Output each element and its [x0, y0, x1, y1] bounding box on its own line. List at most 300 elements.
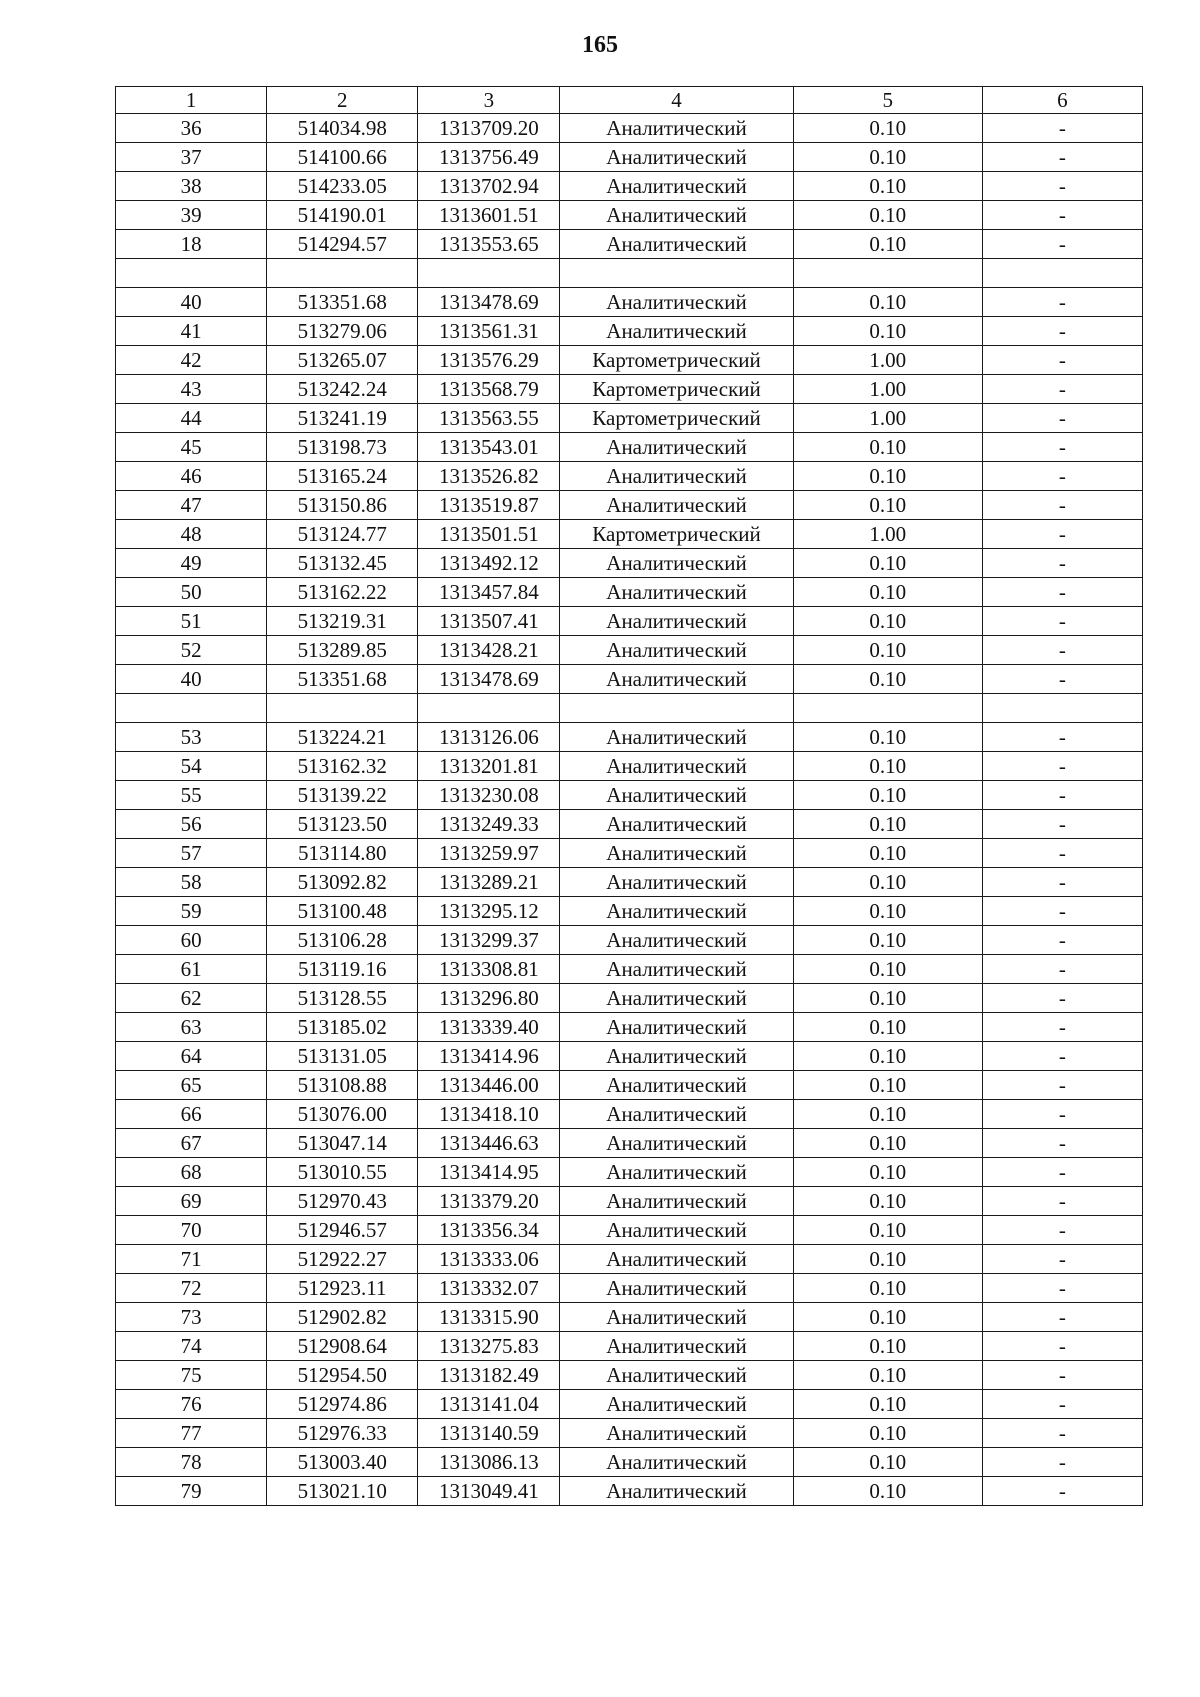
table-cell: 57 — [116, 839, 267, 868]
table-cell: 512954.50 — [267, 1361, 418, 1390]
table-cell: 78 — [116, 1448, 267, 1477]
table-cell: 512970.43 — [267, 1187, 418, 1216]
table-cell: Аналитический — [560, 1274, 793, 1303]
table-cell: - — [982, 810, 1142, 839]
table-cell: 42 — [116, 346, 267, 375]
table-cell: 76 — [116, 1390, 267, 1419]
table-row — [116, 433, 1143, 462]
table-cell: 1313414.95 — [418, 1158, 560, 1187]
table-cell: - — [982, 723, 1142, 752]
table-cell: - — [982, 346, 1142, 375]
table-cell: 1313519.87 — [418, 491, 560, 520]
table-cell: 63 — [116, 1013, 267, 1042]
table-cell: - — [982, 1216, 1142, 1245]
table-cell: 79 — [116, 1477, 267, 1506]
table-cell: 0.10 — [793, 1129, 982, 1158]
table-cell: 70 — [116, 1216, 267, 1245]
table-cell: Аналитический — [560, 491, 793, 520]
table-cell: 513047.14 — [267, 1129, 418, 1158]
table-cell: 1313478.69 — [418, 665, 560, 694]
table-cell: 37 — [116, 143, 267, 172]
table-cell: 513132.45 — [267, 549, 418, 578]
table-cell: 1313478.69 — [418, 288, 560, 317]
table-cell: - — [982, 1158, 1142, 1187]
table-cell: - — [982, 288, 1142, 317]
table-cell: 1313230.08 — [418, 781, 560, 810]
table-cell: - — [982, 462, 1142, 491]
table-cell: 0.10 — [793, 578, 982, 607]
table-row — [116, 752, 1143, 781]
table-cell: 513351.68 — [267, 288, 418, 317]
table-cell — [560, 259, 793, 288]
table-cell: 0.10 — [793, 1419, 982, 1448]
table-cell: - — [982, 607, 1142, 636]
table-cell: Аналитический — [560, 1187, 793, 1216]
table-cell: 0.10 — [793, 1274, 982, 1303]
table-cell: - — [982, 375, 1142, 404]
table-cell: 513351.68 — [267, 665, 418, 694]
table-row — [116, 1274, 1143, 1303]
table-cell: 514190.01 — [267, 201, 418, 230]
table-cell: - — [982, 404, 1142, 433]
table-cell: 0.10 — [793, 1216, 982, 1245]
table-cell: 1313249.33 — [418, 810, 560, 839]
table-cell: 0.10 — [793, 317, 982, 346]
table-separator-row — [116, 694, 1143, 723]
table-cell: 1313568.79 — [418, 375, 560, 404]
table-cell: 1313446.63 — [418, 1129, 560, 1158]
table-row — [116, 404, 1143, 433]
table-cell: - — [982, 143, 1142, 172]
table-row — [116, 578, 1143, 607]
table-cell: 513114.80 — [267, 839, 418, 868]
table-cell: - — [982, 1245, 1142, 1274]
table-cell: 43 — [116, 375, 267, 404]
table-cell: 0.10 — [793, 230, 982, 259]
table-cell: 0.10 — [793, 1448, 982, 1477]
table-cell: 1313702.94 — [418, 172, 560, 201]
table-cell: 513242.24 — [267, 375, 418, 404]
table-cell: 0.10 — [793, 462, 982, 491]
table-cell: 1313563.55 — [418, 404, 560, 433]
table-cell: - — [982, 172, 1142, 201]
table-cell: 1313182.49 — [418, 1361, 560, 1390]
table-row — [116, 1390, 1143, 1419]
table-header-cell: 5 — [793, 87, 982, 114]
table-cell: 71 — [116, 1245, 267, 1274]
table-row — [116, 1216, 1143, 1245]
table-cell: 513123.50 — [267, 810, 418, 839]
table-cell: Аналитический — [560, 1100, 793, 1129]
table-row — [116, 868, 1143, 897]
table-cell: 1313601.51 — [418, 201, 560, 230]
table-cell: 45 — [116, 433, 267, 462]
table-row — [116, 984, 1143, 1013]
table-cell: 0.10 — [793, 810, 982, 839]
table-cell: Аналитический — [560, 1042, 793, 1071]
table-header-cell: 4 — [560, 87, 793, 114]
table-cell: 1313492.12 — [418, 549, 560, 578]
table-row — [116, 1129, 1143, 1158]
table-cell: - — [982, 984, 1142, 1013]
table-cell: 513076.00 — [267, 1100, 418, 1129]
table-cell: Аналитический — [560, 1071, 793, 1100]
table-row — [116, 607, 1143, 636]
table-row — [116, 1013, 1143, 1042]
table-cell: 0.10 — [793, 752, 982, 781]
table-cell: 512922.27 — [267, 1245, 418, 1274]
table-row — [116, 723, 1143, 752]
table-cell: - — [982, 868, 1142, 897]
table-cell: 0.10 — [793, 1013, 982, 1042]
table-cell: - — [982, 1187, 1142, 1216]
coordinates-table — [115, 86, 1143, 1506]
table-cell: Аналитический — [560, 114, 793, 143]
table-row — [116, 1332, 1143, 1361]
table-header-cell: 3 — [418, 87, 560, 114]
table-cell: 1313140.59 — [418, 1419, 560, 1448]
table-cell: Аналитический — [560, 1245, 793, 1274]
table-cell: - — [982, 520, 1142, 549]
table-cell: Аналитический — [560, 955, 793, 984]
table-cell: 1313275.83 — [418, 1332, 560, 1361]
table-cell: 40 — [116, 665, 267, 694]
table-cell: 0.10 — [793, 723, 982, 752]
table-cell — [982, 694, 1142, 723]
table-cell: 0.10 — [793, 665, 982, 694]
table-row — [116, 1448, 1143, 1477]
table-cell: Картометрический — [560, 404, 793, 433]
table-cell: 1313543.01 — [418, 433, 560, 462]
table-cell: 513162.22 — [267, 578, 418, 607]
table-cell: - — [982, 1303, 1142, 1332]
table-row — [116, 462, 1143, 491]
table-cell: 513219.31 — [267, 607, 418, 636]
table-cell: 0.10 — [793, 1100, 982, 1129]
table-row — [116, 1303, 1143, 1332]
table-cell: - — [982, 230, 1142, 259]
table-row — [116, 520, 1143, 549]
table-cell — [418, 694, 560, 723]
table-cell: 48 — [116, 520, 267, 549]
table-cell: - — [982, 1332, 1142, 1361]
table-row — [116, 317, 1143, 346]
table-cell: Картометрический — [560, 520, 793, 549]
table-cell: 1313126.06 — [418, 723, 560, 752]
table-cell: Аналитический — [560, 1158, 793, 1187]
table-cell: 1313339.40 — [418, 1013, 560, 1042]
table-cell: - — [982, 1100, 1142, 1129]
table-cell: 513124.77 — [267, 520, 418, 549]
table-row — [116, 955, 1143, 984]
table-row — [116, 230, 1143, 259]
table-header-cell: 1 — [116, 87, 267, 114]
table-row — [116, 201, 1143, 230]
table-header-row — [116, 87, 1143, 114]
table-cell: - — [982, 1274, 1142, 1303]
table-cell: - — [982, 1361, 1142, 1390]
page-number: 165 — [582, 32, 618, 58]
table-cell: 512976.33 — [267, 1419, 418, 1448]
table-cell: Аналитический — [560, 665, 793, 694]
table-cell: 1313576.29 — [418, 346, 560, 375]
table-cell: 0.10 — [793, 1477, 982, 1506]
table-cell: 1.00 — [793, 375, 982, 404]
table-cell: 60 — [116, 926, 267, 955]
table-cell: Картометрический — [560, 346, 793, 375]
table-cell: - — [982, 1419, 1142, 1448]
table-cell: - — [982, 1129, 1142, 1158]
table-cell: 0.10 — [793, 201, 982, 230]
table-cell — [982, 259, 1142, 288]
table-cell: Аналитический — [560, 984, 793, 1013]
table-cell: - — [982, 114, 1142, 143]
table-cell: 1313201.81 — [418, 752, 560, 781]
table-cell: Аналитический — [560, 868, 793, 897]
table-cell: 512923.11 — [267, 1274, 418, 1303]
table-cell: 1313561.31 — [418, 317, 560, 346]
table-cell: 1313259.97 — [418, 839, 560, 868]
table-cell: 18 — [116, 230, 267, 259]
table-row — [116, 1419, 1143, 1448]
table-cell: 0.10 — [793, 897, 982, 926]
table-row — [116, 491, 1143, 520]
table-cell: Картометрический — [560, 375, 793, 404]
table-cell: 512902.82 — [267, 1303, 418, 1332]
table-cell: 513241.19 — [267, 404, 418, 433]
table-cell: 513265.07 — [267, 346, 418, 375]
table-cell: 55 — [116, 781, 267, 810]
table-cell: Аналитический — [560, 607, 793, 636]
table-cell: Аналитический — [560, 1390, 793, 1419]
table-cell: 513165.24 — [267, 462, 418, 491]
table-cell: 513224.21 — [267, 723, 418, 752]
table-cell: 1313296.80 — [418, 984, 560, 1013]
table-row — [116, 1477, 1143, 1506]
table-cell: Аналитический — [560, 433, 793, 462]
table-cell: - — [982, 781, 1142, 810]
table-cell: - — [982, 665, 1142, 694]
table-cell: 513139.22 — [267, 781, 418, 810]
table-cell: 0.10 — [793, 433, 982, 462]
table-cell — [116, 259, 267, 288]
table-cell: 49 — [116, 549, 267, 578]
table-cell: 56 — [116, 810, 267, 839]
table-cell: 514233.05 — [267, 172, 418, 201]
table-header-cell: 2 — [267, 87, 418, 114]
table-cell: - — [982, 1042, 1142, 1071]
table-cell: 512908.64 — [267, 1332, 418, 1361]
table-row — [116, 1187, 1143, 1216]
table-cell: 0.10 — [793, 114, 982, 143]
table-cell: 54 — [116, 752, 267, 781]
table-cell: Аналитический — [560, 897, 793, 926]
table-cell: 0.10 — [793, 1332, 982, 1361]
table-cell: 1313553.65 — [418, 230, 560, 259]
table-cell: 1.00 — [793, 346, 982, 375]
table-cell: 0.10 — [793, 288, 982, 317]
table-cell: 1313315.90 — [418, 1303, 560, 1332]
table-cell: 1313428.21 — [418, 636, 560, 665]
table-row — [116, 1042, 1143, 1071]
table-cell: - — [982, 1477, 1142, 1506]
table-cell: - — [982, 1013, 1142, 1042]
table-cell: 514100.66 — [267, 143, 418, 172]
table-cell: 512946.57 — [267, 1216, 418, 1245]
table-row — [116, 1158, 1143, 1187]
table-cell: 514294.57 — [267, 230, 418, 259]
table-row — [116, 114, 1143, 143]
table-cell: - — [982, 1448, 1142, 1477]
table-cell — [267, 694, 418, 723]
table-cell: 513128.55 — [267, 984, 418, 1013]
table-cell — [116, 694, 267, 723]
table-cell: 0.10 — [793, 172, 982, 201]
table-cell: 1313526.82 — [418, 462, 560, 491]
table-cell: - — [982, 897, 1142, 926]
table-cell: 0.10 — [793, 1390, 982, 1419]
table-cell: Аналитический — [560, 752, 793, 781]
table-cell: 513092.82 — [267, 868, 418, 897]
table-cell: 0.10 — [793, 868, 982, 897]
table-cell: Аналитический — [560, 549, 793, 578]
table-cell: 0.10 — [793, 549, 982, 578]
table-cell: Аналитический — [560, 462, 793, 491]
table-cell: 513198.73 — [267, 433, 418, 462]
table-cell: - — [982, 1390, 1142, 1419]
table-cell: 46 — [116, 462, 267, 491]
table-cell: 72 — [116, 1274, 267, 1303]
table-row — [116, 1361, 1143, 1390]
table-cell: 1313049.41 — [418, 1477, 560, 1506]
table-cell: 58 — [116, 868, 267, 897]
table-cell: 1313414.96 — [418, 1042, 560, 1071]
table-cell: 0.10 — [793, 1303, 982, 1332]
table-cell: 0.10 — [793, 1042, 982, 1071]
table-cell: Аналитический — [560, 1361, 793, 1390]
table-cell: 77 — [116, 1419, 267, 1448]
table-row — [116, 143, 1143, 172]
table-cell: 52 — [116, 636, 267, 665]
table-cell: 66 — [116, 1100, 267, 1129]
table-cell: Аналитический — [560, 1216, 793, 1245]
table-cell: Аналитический — [560, 636, 793, 665]
table-cell: 0.10 — [793, 1361, 982, 1390]
table-row — [116, 1071, 1143, 1100]
table-cell: 0.10 — [793, 955, 982, 984]
table-cell: - — [982, 549, 1142, 578]
table-cell: 513010.55 — [267, 1158, 418, 1187]
table-row — [116, 636, 1143, 665]
table-cell — [793, 694, 982, 723]
table-cell: 1313446.00 — [418, 1071, 560, 1100]
table-cell: Аналитический — [560, 1129, 793, 1158]
table-cell: 1313299.37 — [418, 926, 560, 955]
table-cell: Аналитический — [560, 1013, 793, 1042]
table-cell: 0.10 — [793, 636, 982, 665]
table-cell: Аналитический — [560, 317, 793, 346]
table-row — [116, 288, 1143, 317]
table-cell: Аналитический — [560, 143, 793, 172]
table-row — [116, 1245, 1143, 1274]
table-cell: 0.10 — [793, 781, 982, 810]
table-cell: 36 — [116, 114, 267, 143]
table-cell: - — [982, 1071, 1142, 1100]
table-cell: 1313709.20 — [418, 114, 560, 143]
table-cell: - — [982, 955, 1142, 984]
table-cell: 39 — [116, 201, 267, 230]
table-cell: 513185.02 — [267, 1013, 418, 1042]
table-separator-row — [116, 259, 1143, 288]
table-cell: 68 — [116, 1158, 267, 1187]
table-cell: 512974.86 — [267, 1390, 418, 1419]
table-cell: 74 — [116, 1332, 267, 1361]
table-cell: 513279.06 — [267, 317, 418, 346]
table-cell: - — [982, 433, 1142, 462]
table-cell: 1313332.07 — [418, 1274, 560, 1303]
table-cell: Аналитический — [560, 578, 793, 607]
table-cell: Аналитический — [560, 723, 793, 752]
table-cell: 73 — [116, 1303, 267, 1332]
table-row — [116, 926, 1143, 955]
table-cell: 47 — [116, 491, 267, 520]
table-cell: 0.10 — [793, 839, 982, 868]
table-cell: 513150.86 — [267, 491, 418, 520]
table-cell — [267, 259, 418, 288]
table-cell: - — [982, 636, 1142, 665]
table-cell: 1313333.06 — [418, 1245, 560, 1274]
table-cell: 513003.40 — [267, 1448, 418, 1477]
table-cell: - — [982, 491, 1142, 520]
table-cell: 514034.98 — [267, 114, 418, 143]
table-cell: 513119.16 — [267, 955, 418, 984]
table-cell: 0.10 — [793, 1187, 982, 1216]
table-cell: 1.00 — [793, 520, 982, 549]
table-cell: 64 — [116, 1042, 267, 1071]
table-cell: 41 — [116, 317, 267, 346]
table-cell: 75 — [116, 1361, 267, 1390]
table-cell: 69 — [116, 1187, 267, 1216]
table-row — [116, 665, 1143, 694]
table-cell: Аналитический — [560, 926, 793, 955]
table-row — [116, 1100, 1143, 1129]
table-row — [116, 172, 1143, 201]
table-cell: 513162.32 — [267, 752, 418, 781]
table-cell: - — [982, 578, 1142, 607]
table-cell: 1.00 — [793, 404, 982, 433]
table-cell: 0.10 — [793, 143, 982, 172]
table-cell: 61 — [116, 955, 267, 984]
table-row — [116, 810, 1143, 839]
table-cell: 0.10 — [793, 1245, 982, 1274]
table-cell: 0.10 — [793, 926, 982, 955]
table-cell: 62 — [116, 984, 267, 1013]
table-cell: 0.10 — [793, 491, 982, 520]
table-cell: Аналитический — [560, 810, 793, 839]
table-cell: Аналитический — [560, 230, 793, 259]
table-cell — [793, 259, 982, 288]
table-cell: 1313507.41 — [418, 607, 560, 636]
table-cell: 1313379.20 — [418, 1187, 560, 1216]
table-cell: Аналитический — [560, 1419, 793, 1448]
table-cell: 0.10 — [793, 1158, 982, 1187]
table-cell: Аналитический — [560, 1448, 793, 1477]
table-row — [116, 375, 1143, 404]
table-cell: 53 — [116, 723, 267, 752]
table-cell: - — [982, 752, 1142, 781]
table-row — [116, 839, 1143, 868]
table-cell: 1313756.49 — [418, 143, 560, 172]
